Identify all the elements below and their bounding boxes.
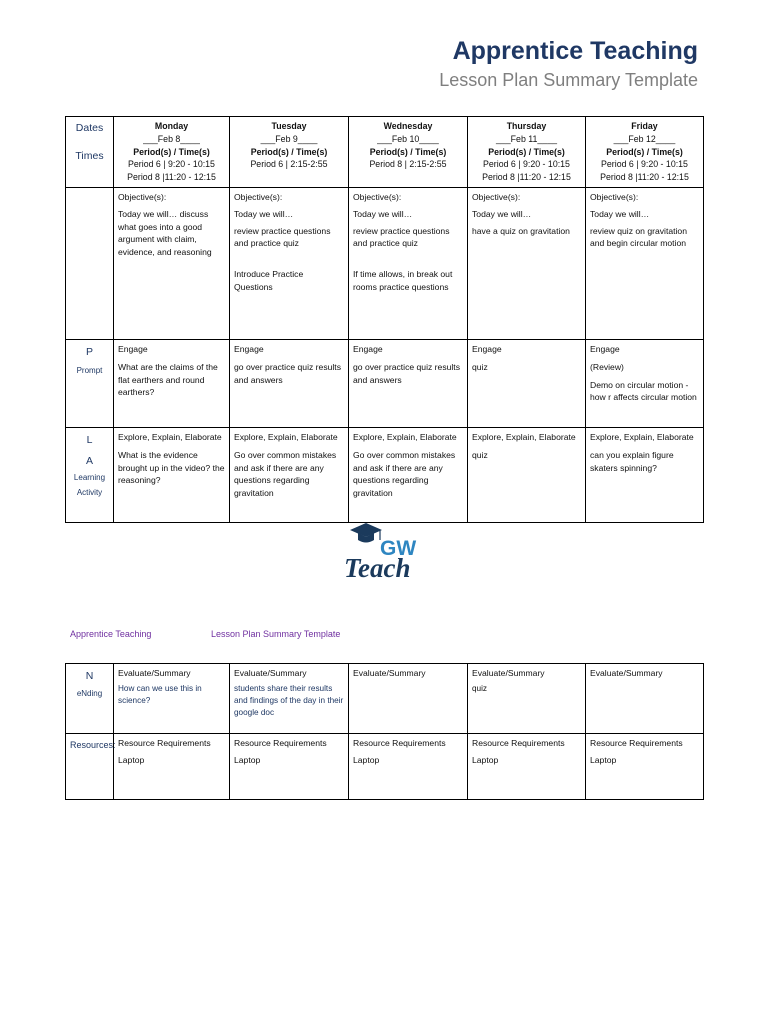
objective-text: review practice questions and practice quiz	[353, 225, 450, 249]
resources-row	[66, 734, 704, 800]
period-time: Period 8 |11:20 - 12:15	[600, 172, 689, 182]
ending-text: students share their results and findings of the day in their google doc	[234, 683, 344, 717]
engage-label: Engage	[590, 343, 620, 354]
learning-word: Learning	[73, 473, 106, 483]
evaluate-label: Evaluate/Summary	[472, 668, 545, 678]
prompt-text-2: Demo on circular motion - how r affects circular motion	[590, 379, 697, 403]
engage-label: Engage	[472, 343, 502, 354]
activity-text: Go over common mistakes and ask if there are any questions regarding gravitation	[234, 449, 337, 499]
evaluate-label: Evaluate/Summary	[590, 668, 663, 678]
activity-label: Explore, Explain, Elaborate	[234, 431, 338, 442]
day-name: Wednesday	[383, 121, 433, 131]
resource-label: Resource Requirements	[353, 738, 446, 748]
footer-left-text: Apprentice Teaching	[70, 629, 152, 639]
l-letter: L	[86, 433, 93, 446]
period-time: Period 8 |11:20 - 12:15	[127, 172, 216, 182]
footer-right-text: Lesson Plan Summary Template	[211, 629, 341, 639]
objective-label: Objective(s):	[353, 191, 402, 202]
dates-label: Dates	[75, 122, 104, 134]
activity-row-label	[66, 427, 114, 522]
objective-text: Today we will…	[590, 208, 650, 219]
activity-text: quiz	[472, 449, 488, 460]
period-time: Period 6 | 9:20 - 10:15	[483, 159, 570, 170]
period-time: Period 8 | 2:15-2:55	[369, 159, 447, 170]
resource-text: Laptop	[590, 754, 617, 765]
resource-text: Laptop	[472, 754, 499, 765]
resources-cell-monday	[114, 734, 230, 800]
resource-label: Resource Requirements	[590, 738, 683, 748]
evaluate-label: Evaluate/Summary	[353, 668, 426, 678]
objective-text: Today we will…	[472, 208, 532, 219]
activity-text: What is the evidence brought up in the video? the reasoning?	[118, 449, 225, 486]
objective-text: review practice questions and practice quiz	[234, 225, 331, 249]
objective-text: Introduce Practice Questions	[234, 269, 304, 293]
activity-text: can you explain figure skaters spinning?	[590, 449, 674, 473]
resource-text: Laptop	[353, 754, 380, 765]
objective-cell-tuesday	[230, 187, 349, 339]
resources-cell-wednesday	[349, 734, 468, 800]
activity-word: Activity	[76, 488, 103, 498]
ending-text: How can we use this in science?	[118, 683, 202, 705]
p-letter: P	[85, 345, 93, 358]
prompt-cell-friday	[586, 339, 704, 427]
day-date: ___Feb 11____	[496, 133, 557, 144]
day-header-monday	[114, 117, 230, 188]
prompt-cell-thursday	[468, 339, 586, 427]
resource-text: Laptop	[118, 754, 145, 765]
evaluate-label: Evaluate/Summary	[118, 668, 191, 678]
objective-cell-thursday	[468, 187, 586, 339]
document-title: Apprentice Teaching	[452, 37, 698, 65]
day-date: ___Feb 12____	[613, 133, 676, 144]
n-letter: N	[85, 670, 94, 682]
resource-label: Resource Requirements	[118, 738, 211, 748]
document-subtitle: Lesson Plan Summary Template	[439, 70, 698, 90]
resources-label: Resources:	[70, 740, 116, 750]
resources-cell-thursday	[468, 734, 586, 800]
prompt-text: go over practice quiz results and answers	[234, 361, 341, 385]
times-label: Times	[75, 149, 104, 162]
objective-label: Objective(s):	[590, 191, 639, 202]
day-header-wednesday	[349, 117, 468, 188]
activity-cell-tuesday	[230, 427, 349, 522]
objective-label: Objective(s):	[234, 191, 283, 202]
ending-row	[66, 664, 704, 734]
prompt-cell-monday	[114, 339, 230, 427]
resources-row-label	[66, 734, 114, 800]
objective-row	[66, 187, 704, 339]
activity-label: Explore, Explain, Elaborate	[353, 431, 457, 442]
gw-teach-logo	[340, 520, 436, 582]
activity-text: Go over common mistakes and ask if there are any questions regarding gravitation	[353, 449, 456, 499]
day-name: Thursday	[506, 121, 547, 131]
objective-cell-monday	[114, 187, 230, 339]
ending-word: eNding	[76, 688, 103, 698]
objective-text: have a quiz on gravitation	[472, 225, 570, 236]
period-time: Period 8 |11:20 - 12:15	[482, 172, 571, 182]
lesson-plan-table-top	[65, 116, 704, 523]
engage-label: Engage	[353, 343, 383, 354]
engage-label: Engage	[234, 343, 264, 354]
activity-label: Explore, Explain, Elaborate	[472, 431, 576, 442]
prompt-text: quiz	[472, 361, 488, 372]
ending-cell-friday	[586, 664, 704, 734]
day-date: ___Feb 8____	[143, 133, 200, 144]
dates-row	[66, 117, 704, 188]
day-header-friday	[586, 117, 704, 188]
activity-label: Explore, Explain, Elaborate	[118, 431, 222, 442]
ending-cell-tuesday	[230, 664, 349, 734]
ending-text: quiz	[472, 683, 488, 693]
period-label: Period(s) / Time(s)	[133, 146, 210, 157]
period-label: Period(s) / Time(s)	[488, 146, 565, 157]
prompt-text: What are the claims of the flat earthers and round earthers?	[118, 361, 218, 398]
prompt-row	[66, 339, 704, 427]
prompt-cell-wednesday	[349, 339, 468, 427]
day-name: Friday	[631, 121, 658, 131]
ending-cell-thursday	[468, 664, 586, 734]
period-time: Period 6 | 9:20 - 10:15	[601, 159, 688, 170]
lesson-plan-table-bottom	[65, 663, 704, 800]
objective-text: If time allows, in break out rooms practice questions	[353, 269, 453, 293]
resources-cell-tuesday	[230, 734, 349, 800]
objective-label: Objective(s):	[118, 191, 167, 202]
activity-row	[66, 427, 704, 522]
objective-text: Today we will…	[353, 208, 413, 219]
day-name: Tuesday	[271, 121, 307, 131]
resources-cell-friday	[586, 734, 704, 800]
resource-label: Resource Requirements	[234, 738, 327, 748]
resource-label: Resource Requirements	[472, 738, 565, 748]
day-header-tuesday	[230, 117, 349, 188]
activity-cell-thursday	[468, 427, 586, 522]
period-label: Period(s) / Time(s)	[606, 146, 683, 157]
ending-cell-monday	[114, 664, 230, 734]
period-label: Period(s) / Time(s)	[250, 146, 328, 157]
activity-label: Explore, Explain, Elaborate	[590, 431, 694, 442]
logo-gw-text: GW	[380, 537, 417, 560]
objective-label: Objective(s):	[472, 191, 521, 202]
a-letter: A	[85, 454, 93, 467]
period-label: Period(s) / Time(s)	[369, 146, 447, 157]
activity-cell-wednesday	[349, 427, 468, 522]
evaluate-label: Evaluate/Summary	[234, 668, 307, 678]
prompt-word: Prompt	[76, 365, 103, 375]
graduation-cap-icon	[350, 523, 382, 543]
day-date: ___Feb 10____	[377, 133, 439, 144]
activity-cell-friday	[586, 427, 704, 522]
period-time: Period 6 | 2:15-2:55	[250, 159, 328, 170]
objective-text: Today we will…	[234, 208, 294, 219]
day-name: Monday	[154, 121, 189, 131]
prompt-cell-tuesday	[230, 339, 349, 427]
ending-cell-wednesday	[349, 664, 468, 734]
period-time: Period 6 | 9:20 - 10:15	[128, 159, 215, 170]
resource-text: Laptop	[234, 754, 261, 765]
objective-text: review quiz on gravitation and begin circular motion	[590, 225, 687, 249]
prompt-text: (Review)	[590, 361, 624, 372]
objective-cell-wednesday	[349, 187, 468, 339]
dates-times-label	[66, 117, 114, 188]
prompt-text: go over practice quiz results and answers	[353, 361, 460, 385]
prompt-row-label	[66, 339, 114, 427]
day-header-thursday	[468, 117, 586, 188]
objective-text: Today we will… discuss what goes into a good argument with claim, evidence, and reasoning	[118, 208, 212, 258]
day-date: ___Feb 9____	[260, 133, 318, 144]
objective-row-label	[66, 187, 114, 339]
activity-cell-monday	[114, 427, 230, 522]
engage-label: Engage	[118, 343, 148, 354]
logo-teach-text: Teach	[344, 553, 411, 582]
ending-row-label	[66, 664, 114, 734]
objective-cell-friday	[586, 187, 704, 339]
